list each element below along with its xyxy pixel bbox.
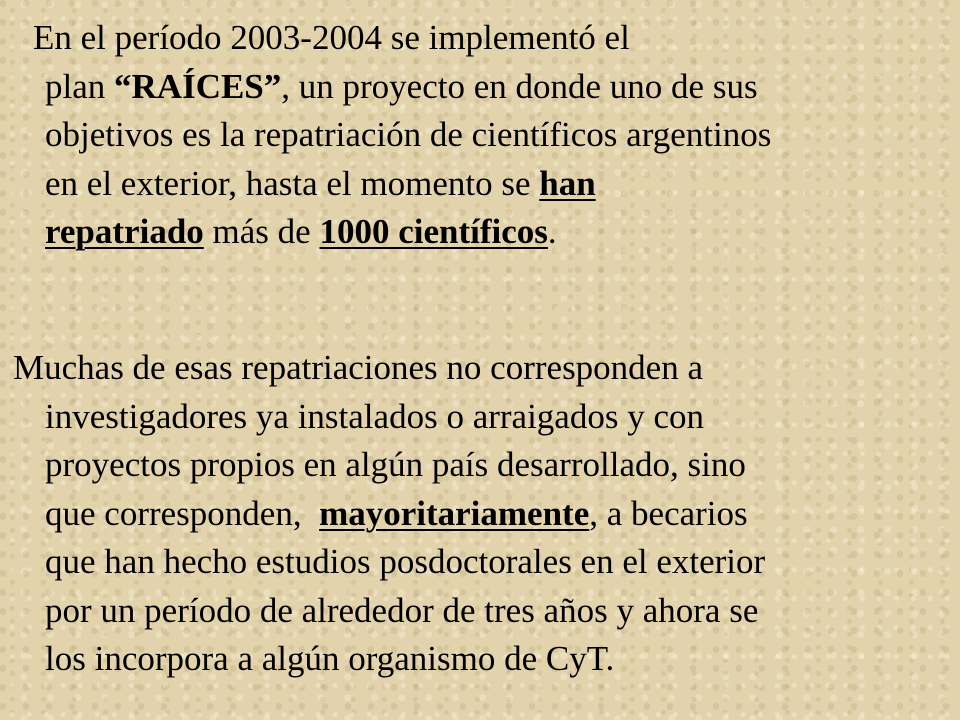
emphasis-repatriado: repatriado [45, 212, 204, 251]
raices-plan-name: “RAÍCES” [114, 66, 282, 106]
p1-line-2-post: , un proyecto en donde uno de sus [281, 66, 758, 106]
paragraph-raices [33, 14, 945, 257]
paragraph-repatriaciones [13, 344, 945, 684]
p2-line-4-pre: que corresponden, [45, 493, 320, 533]
p1-line-3: objetivos es la repatriación de científicos argentinos [45, 115, 772, 154]
p1-line-5-post: . [547, 212, 557, 251]
p1-line-4 [45, 160, 945, 209]
emphasis-mayoritariamente: mayoritariamente [319, 493, 590, 533]
p1-line-1-text: En el período 2003-2004 se implementó el [33, 18, 630, 57]
emphasis-1000-cientificos: 1000 científicos [319, 212, 548, 251]
p1-line-5-mid: más de [203, 212, 320, 251]
p1-line-2 [45, 63, 945, 112]
p1-line-2-pre: plan [45, 66, 115, 106]
p2-line-5: que han hecho estudios posdoctorales en el exterior [45, 542, 766, 581]
p1-line-5 [45, 208, 945, 257]
p1-line-4-pre: en el exterior, hasta el momento se [45, 163, 540, 203]
emphasis-han: han [539, 163, 596, 203]
p2-line-1 [13, 344, 945, 393]
p2-line-6: por un período de alrededor de tres años y ahora se [45, 590, 759, 630]
p2-line-4-post: , a becarios [589, 493, 748, 533]
p2-line-4 [45, 490, 945, 539]
p2-line-2: investigadores ya instalados o arraigados y con [45, 396, 704, 436]
p1-line-1 [33, 14, 945, 63]
p2-line-1-text: Muchas de esas repatriaciones no corresponden a [13, 348, 704, 387]
p2-line-3: proyectos propios en algún país desarrollado, sino [45, 445, 746, 484]
p2-line-7: los incorpora a algún organismo de CyT. [45, 639, 615, 678]
